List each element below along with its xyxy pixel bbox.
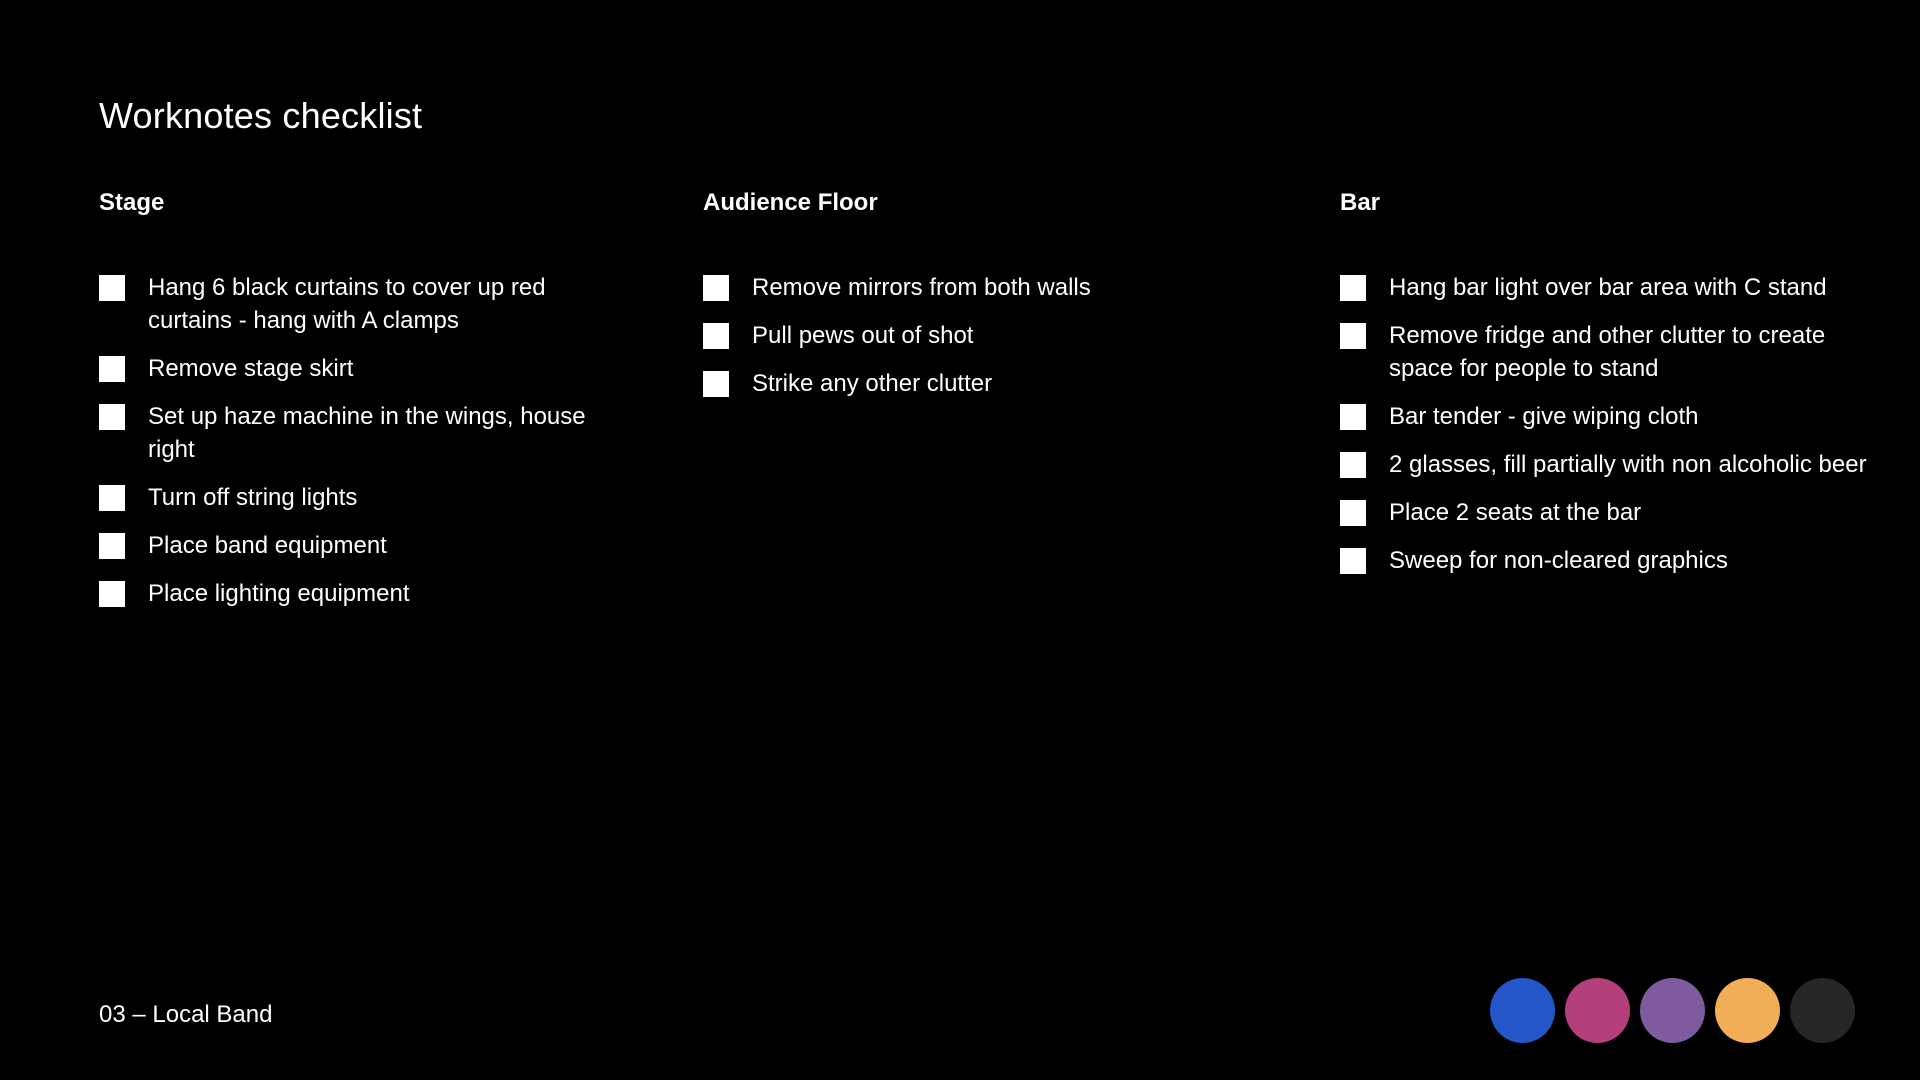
checklist-item[interactable] bbox=[99, 400, 619, 466]
checkbox[interactable] bbox=[703, 323, 729, 349]
checkbox[interactable] bbox=[99, 581, 125, 607]
checkbox[interactable] bbox=[1340, 548, 1366, 574]
checklist-item[interactable] bbox=[1340, 271, 1880, 304]
checklist-item-label: Turn off string lights bbox=[148, 484, 358, 511]
checklist-item[interactable] bbox=[1340, 448, 1880, 481]
checklist-item-label: Place lighting equipment bbox=[148, 580, 410, 607]
bar-column bbox=[1340, 187, 1880, 592]
checkbox[interactable] bbox=[99, 533, 125, 559]
checklist-item[interactable] bbox=[1340, 496, 1880, 529]
checklist-item[interactable] bbox=[99, 352, 619, 385]
checkbox[interactable] bbox=[99, 356, 125, 382]
bar-checklist bbox=[1340, 271, 1880, 577]
checklist-item-label: Hang 6 black curtains to cover up red curtains - hang with A clamps bbox=[148, 274, 546, 334]
checklist-item[interactable] bbox=[1340, 400, 1880, 433]
stage-heading: Stage bbox=[99, 189, 165, 216]
checklist-item-label: Sweep for non-cleared graphics bbox=[1389, 547, 1728, 574]
checklist-item[interactable] bbox=[99, 577, 619, 610]
stage-column bbox=[99, 187, 619, 625]
stage-checklist bbox=[99, 271, 619, 610]
color-dot-dark-gray[interactable] bbox=[1790, 978, 1855, 1043]
bar-heading: Bar bbox=[1340, 189, 1381, 216]
checkbox[interactable] bbox=[99, 275, 125, 301]
checklist-item-label: Hang bar light over bar area with C stand bbox=[1389, 274, 1827, 301]
checkbox[interactable] bbox=[1340, 500, 1366, 526]
checkbox[interactable] bbox=[703, 371, 729, 397]
checkbox[interactable] bbox=[1340, 404, 1366, 430]
color-palette bbox=[1490, 978, 1855, 1043]
checkbox[interactable] bbox=[1340, 323, 1366, 349]
audience-floor-column bbox=[703, 187, 1223, 415]
checklist-item-label: Set up haze machine in the wings, house right bbox=[148, 403, 586, 463]
checklist-item[interactable] bbox=[703, 319, 1223, 352]
color-dot-blue[interactable] bbox=[1490, 978, 1555, 1043]
checklist-item[interactable] bbox=[703, 367, 1223, 400]
color-dot-magenta[interactable] bbox=[1565, 978, 1630, 1043]
checklist-item[interactable] bbox=[99, 481, 619, 514]
checklist-item[interactable] bbox=[99, 271, 619, 337]
checklist-item-label: Remove fridge and other clutter to create space for people to stand bbox=[1389, 322, 1826, 382]
checklist-item[interactable] bbox=[1340, 544, 1880, 577]
checklist-item-label: Place band equipment bbox=[148, 532, 387, 559]
checklist-item-label: Bar tender - give wiping cloth bbox=[1389, 403, 1699, 430]
audience-floor-heading: Audience Floor bbox=[703, 189, 878, 216]
color-dot-purple[interactable] bbox=[1640, 978, 1705, 1043]
checklist-item-label: 2 glasses, fill partially with non alcoholic beer bbox=[1389, 451, 1867, 478]
checkbox[interactable] bbox=[703, 275, 729, 301]
checkbox[interactable] bbox=[99, 485, 125, 511]
checklist-item-label: Remove stage skirt bbox=[148, 355, 354, 382]
checklist-item-label: Strike any other clutter bbox=[752, 370, 993, 397]
checkbox[interactable] bbox=[99, 404, 125, 430]
checklist-item[interactable] bbox=[703, 271, 1223, 304]
checklist-item-label: Pull pews out of shot bbox=[752, 322, 974, 349]
checkbox[interactable] bbox=[1340, 275, 1366, 301]
checklist-item[interactable] bbox=[99, 529, 619, 562]
footer-label: 03 – Local Band bbox=[99, 1001, 273, 1028]
checklist-item[interactable] bbox=[1340, 319, 1880, 385]
checklist-item-label: Remove mirrors from both walls bbox=[752, 274, 1091, 301]
checkbox[interactable] bbox=[1340, 452, 1366, 478]
audience-floor-checklist bbox=[703, 271, 1223, 400]
checklist-item-label: Place 2 seats at the bar bbox=[1389, 499, 1642, 526]
page-title: Worknotes checklist bbox=[99, 95, 423, 136]
color-dot-orange[interactable] bbox=[1715, 978, 1780, 1043]
